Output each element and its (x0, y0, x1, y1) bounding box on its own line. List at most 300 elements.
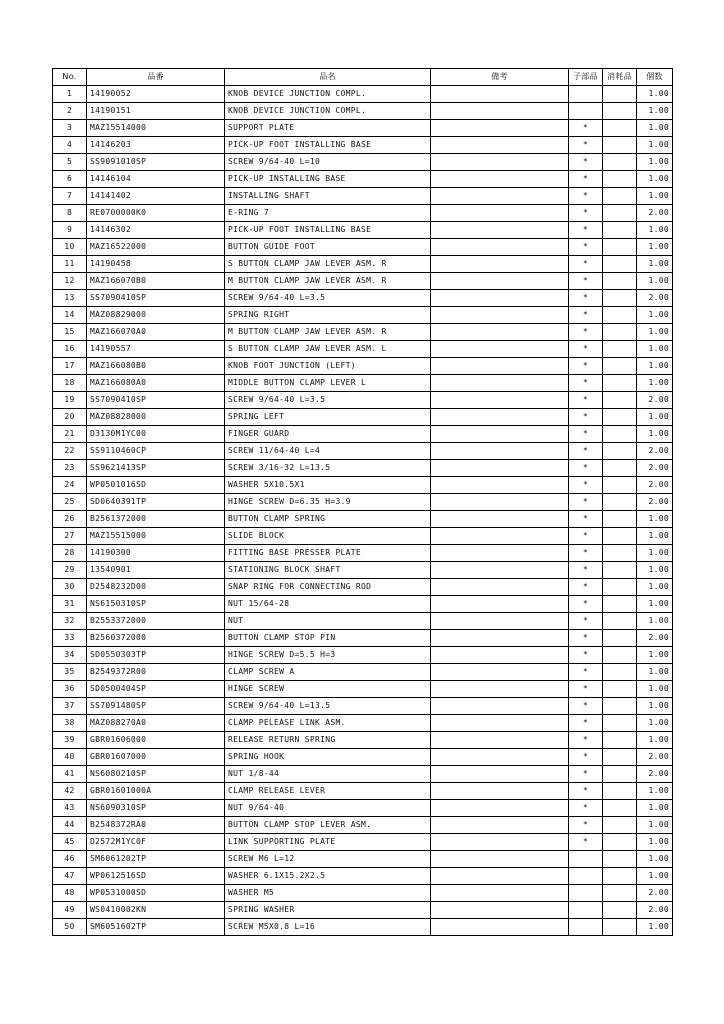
table-row (53, 409, 673, 426)
consumable-mark-cell (603, 749, 637, 766)
part-name-cell: SCREW M6 L=12 (225, 851, 431, 868)
consumable-mark-cell (603, 290, 637, 307)
quantity-cell: 1.00 (637, 409, 673, 426)
sub-part-mark-cell (569, 919, 603, 936)
remarks-cell (431, 647, 569, 664)
sub-part-mark-cell: * (569, 460, 603, 477)
consumable-mark-cell (603, 851, 637, 868)
header-row (53, 69, 673, 86)
part-number-cell: B2548372RA0 (87, 817, 225, 834)
consumable-mark-cell (603, 188, 637, 205)
quantity-cell: 1.00 (637, 698, 673, 715)
part-name-cell: WASHER 6.1X15.2X2.5 (225, 868, 431, 885)
part-number-cell: MAZ166070B0 (87, 273, 225, 290)
sub-part-mark-cell: * (569, 375, 603, 392)
part-name-cell: STATIONING BLOCK SHAFT (225, 562, 431, 579)
consumable-mark-cell (603, 511, 637, 528)
part-number-cell: MAZ166080B0 (87, 358, 225, 375)
header-quantity: 個数 (637, 69, 673, 86)
consumable-mark-cell (603, 307, 637, 324)
consumable-mark-cell (603, 698, 637, 715)
table-row (53, 494, 673, 511)
sub-part-mark-cell: * (569, 324, 603, 341)
remarks-cell (431, 443, 569, 460)
quantity-cell: 1.00 (637, 188, 673, 205)
part-name-cell: BUTTON CLAMP SPRING (225, 511, 431, 528)
part-name-cell: HINGE SCREW D=6.35 H=3.9 (225, 494, 431, 511)
remarks-cell (431, 103, 569, 120)
consumable-mark-cell (603, 324, 637, 341)
part-name-cell: SCREW M5X0.8 L=16 (225, 919, 431, 936)
part-name-cell: SUPPORT PLATE (225, 120, 431, 137)
row-no-cell: 39 (53, 732, 87, 749)
quantity-cell: 1.00 (637, 528, 673, 545)
part-name-cell: NUT 1/8-44 (225, 766, 431, 783)
remarks-cell (431, 154, 569, 171)
part-name-cell: M BUTTON CLAMP JAW LEVER ASM. R (225, 273, 431, 290)
row-no-cell: 18 (53, 375, 87, 392)
sub-part-mark-cell: * (569, 681, 603, 698)
consumable-mark-cell (603, 902, 637, 919)
part-number-cell: NS6080210SP (87, 766, 225, 783)
consumable-mark-cell (603, 443, 637, 460)
remarks-cell (431, 681, 569, 698)
sub-part-mark-cell: * (569, 120, 603, 137)
sub-part-mark-cell: * (569, 596, 603, 613)
part-number-cell: WP0612516SD (87, 868, 225, 885)
table-row (53, 630, 673, 647)
part-number-cell: SD0640391TP (87, 494, 225, 511)
part-number-cell: SD0550303TP (87, 647, 225, 664)
remarks-cell (431, 562, 569, 579)
remarks-cell (431, 545, 569, 562)
remarks-cell (431, 613, 569, 630)
part-number-cell: RE0700000K0 (87, 205, 225, 222)
part-name-cell: SLIDE BLOCK (225, 528, 431, 545)
part-number-cell: MAZ16522000 (87, 239, 225, 256)
sub-part-mark-cell: * (569, 171, 603, 188)
sub-part-mark-cell: * (569, 715, 603, 732)
row-no-cell: 33 (53, 630, 87, 647)
part-number-cell: SS7090410SP (87, 392, 225, 409)
consumable-mark-cell (603, 103, 637, 120)
table-row (53, 273, 673, 290)
table-row (53, 647, 673, 664)
consumable-mark-cell (603, 256, 637, 273)
quantity-cell: 1.00 (637, 86, 673, 103)
sub-part-mark-cell: * (569, 800, 603, 817)
sub-part-mark-cell: * (569, 817, 603, 834)
quantity-cell: 2.00 (637, 749, 673, 766)
part-number-cell: B2561372000 (87, 511, 225, 528)
remarks-cell (431, 664, 569, 681)
part-number-cell: MAZ15515000 (87, 528, 225, 545)
sub-part-mark-cell (569, 902, 603, 919)
consumable-mark-cell (603, 613, 637, 630)
part-number-cell: B2560372000 (87, 630, 225, 647)
row-no-cell: 16 (53, 341, 87, 358)
sub-part-mark-cell: * (569, 766, 603, 783)
part-number-cell: 14141402 (87, 188, 225, 205)
table-row (53, 358, 673, 375)
consumable-mark-cell (603, 460, 637, 477)
quantity-cell: 1.00 (637, 154, 673, 171)
part-name-cell: KNOB DEVICE JUNCTION COMPL. (225, 86, 431, 103)
row-no-cell: 48 (53, 885, 87, 902)
table-row (53, 681, 673, 698)
table-row (53, 834, 673, 851)
consumable-mark-cell (603, 171, 637, 188)
row-no-cell: 38 (53, 715, 87, 732)
consumable-mark-cell (603, 273, 637, 290)
part-number-cell: SS9621413SP (87, 460, 225, 477)
row-no-cell: 20 (53, 409, 87, 426)
part-name-cell: WASHER M5 (225, 885, 431, 902)
table-row (53, 851, 673, 868)
table-row (53, 885, 673, 902)
consumable-mark-cell (603, 817, 637, 834)
consumable-mark-cell (603, 630, 637, 647)
table-row (53, 749, 673, 766)
header-consumable: 消耗品 (603, 69, 637, 86)
sub-part-mark-cell: * (569, 426, 603, 443)
quantity-cell: 1.00 (637, 800, 673, 817)
table-row (53, 392, 673, 409)
part-name-cell: KNOB FOOT JUNCTION (LEFT) (225, 358, 431, 375)
quantity-cell: 2.00 (637, 902, 673, 919)
row-no-cell: 31 (53, 596, 87, 613)
consumable-mark-cell (603, 239, 637, 256)
row-no-cell: 35 (53, 664, 87, 681)
part-number-cell: MAZ088270A0 (87, 715, 225, 732)
row-no-cell: 45 (53, 834, 87, 851)
sub-part-mark-cell: * (569, 443, 603, 460)
table-row (53, 919, 673, 936)
sub-part-mark-cell: * (569, 613, 603, 630)
row-no-cell: 32 (53, 613, 87, 630)
consumable-mark-cell (603, 562, 637, 579)
consumable-mark-cell (603, 868, 637, 885)
part-name-cell: SPRING RIGHT (225, 307, 431, 324)
sub-part-mark-cell: * (569, 392, 603, 409)
table-row (53, 579, 673, 596)
part-name-cell: S BUTTON CLAMP JAW LEVER ASM. L (225, 341, 431, 358)
quantity-cell: 1.00 (637, 562, 673, 579)
quantity-cell: 1.00 (637, 239, 673, 256)
row-no-cell: 1 (53, 86, 87, 103)
remarks-cell (431, 851, 569, 868)
remarks-cell (431, 494, 569, 511)
quantity-cell: 2.00 (637, 494, 673, 511)
remarks-cell (431, 205, 569, 222)
table-row (53, 256, 673, 273)
sub-part-mark-cell: * (569, 307, 603, 324)
part-number-cell: SD0500404SP (87, 681, 225, 698)
part-name-cell: CLAMP SCREW A (225, 664, 431, 681)
consumable-mark-cell (603, 834, 637, 851)
quantity-cell: 1.00 (637, 715, 673, 732)
part-number-cell: SM6061202TP (87, 851, 225, 868)
consumable-mark-cell (603, 426, 637, 443)
sub-part-mark-cell: * (569, 732, 603, 749)
quantity-cell: 1.00 (637, 358, 673, 375)
part-number-cell: GBR01606000 (87, 732, 225, 749)
table-row (53, 137, 673, 154)
remarks-cell (431, 766, 569, 783)
part-name-cell: NUT 15/64-28 (225, 596, 431, 613)
parts-table-body (53, 86, 673, 936)
consumable-mark-cell (603, 681, 637, 698)
part-number-cell: 14190458 (87, 256, 225, 273)
consumable-mark-cell (603, 783, 637, 800)
row-no-cell: 19 (53, 392, 87, 409)
parts-list-page (52, 68, 672, 936)
remarks-cell (431, 290, 569, 307)
remarks-cell (431, 137, 569, 154)
remarks-cell (431, 919, 569, 936)
quantity-cell: 1.00 (637, 545, 673, 562)
remarks-cell (431, 834, 569, 851)
sub-part-mark-cell: * (569, 137, 603, 154)
header-sub-part: 子部品 (569, 69, 603, 86)
remarks-cell (431, 596, 569, 613)
sub-part-mark-cell (569, 868, 603, 885)
quantity-cell: 1.00 (637, 222, 673, 239)
consumable-mark-cell (603, 358, 637, 375)
consumable-mark-cell (603, 86, 637, 103)
part-name-cell: PICK-UP FOOT INSTALLING BASE (225, 222, 431, 239)
part-name-cell: SPRING HOOK (225, 749, 431, 766)
part-name-cell: SPRING LEFT (225, 409, 431, 426)
row-no-cell: 42 (53, 783, 87, 800)
remarks-cell (431, 256, 569, 273)
table-row (53, 120, 673, 137)
part-name-cell: HINGE SCREW (225, 681, 431, 698)
table-row (53, 817, 673, 834)
consumable-mark-cell (603, 375, 637, 392)
part-name-cell: HINGE SCREW D=5.5 H=3 (225, 647, 431, 664)
quantity-cell: 1.00 (637, 511, 673, 528)
remarks-cell (431, 120, 569, 137)
quantity-cell: 1.00 (637, 732, 673, 749)
consumable-mark-cell (603, 579, 637, 596)
quantity-cell: 1.00 (637, 664, 673, 681)
row-no-cell: 5 (53, 154, 87, 171)
table-row (53, 171, 673, 188)
sub-part-mark-cell: * (569, 273, 603, 290)
quantity-cell: 1.00 (637, 426, 673, 443)
sub-part-mark-cell: * (569, 256, 603, 273)
part-number-cell: 14190300 (87, 545, 225, 562)
quantity-cell: 1.00 (637, 596, 673, 613)
row-no-cell: 44 (53, 817, 87, 834)
part-number-cell: 13540901 (87, 562, 225, 579)
consumable-mark-cell (603, 154, 637, 171)
row-no-cell: 11 (53, 256, 87, 273)
remarks-cell (431, 324, 569, 341)
remarks-cell (431, 698, 569, 715)
quantity-cell: 2.00 (637, 766, 673, 783)
remarks-cell (431, 783, 569, 800)
consumable-mark-cell (603, 647, 637, 664)
part-name-cell: RELEASE RETURN SPRING (225, 732, 431, 749)
part-number-cell: 14190052 (87, 86, 225, 103)
row-no-cell: 9 (53, 222, 87, 239)
consumable-mark-cell (603, 715, 637, 732)
part-name-cell: INSTALLING SHAFT (225, 188, 431, 205)
remarks-cell (431, 800, 569, 817)
remarks-cell (431, 426, 569, 443)
row-no-cell: 40 (53, 749, 87, 766)
quantity-cell: 1.00 (637, 851, 673, 868)
row-no-cell: 30 (53, 579, 87, 596)
quantity-cell: 2.00 (637, 205, 673, 222)
row-no-cell: 6 (53, 171, 87, 188)
remarks-cell (431, 307, 569, 324)
remarks-cell (431, 358, 569, 375)
part-number-cell: 14146203 (87, 137, 225, 154)
part-number-cell: MAZ15514000 (87, 120, 225, 137)
sub-part-mark-cell: * (569, 205, 603, 222)
sub-part-mark-cell: * (569, 698, 603, 715)
part-number-cell: 14146302 (87, 222, 225, 239)
row-no-cell: 15 (53, 324, 87, 341)
table-row (53, 307, 673, 324)
table-row (53, 783, 673, 800)
row-no-cell: 34 (53, 647, 87, 664)
row-no-cell: 28 (53, 545, 87, 562)
quantity-cell: 2.00 (637, 443, 673, 460)
consumable-mark-cell (603, 477, 637, 494)
part-number-cell: SS9091010SP (87, 154, 225, 171)
part-name-cell: M BUTTON CLAMP JAW LEVER ASM. R (225, 324, 431, 341)
part-number-cell: MAZ08829000 (87, 307, 225, 324)
sub-part-mark-cell: * (569, 477, 603, 494)
parts-table (52, 68, 673, 936)
consumable-mark-cell (603, 766, 637, 783)
sub-part-mark-cell (569, 885, 603, 902)
remarks-cell (431, 409, 569, 426)
consumable-mark-cell (603, 545, 637, 562)
row-no-cell: 10 (53, 239, 87, 256)
row-no-cell: 36 (53, 681, 87, 698)
sub-part-mark-cell: * (569, 188, 603, 205)
part-name-cell: FITTING BASE PRESSER PLATE (225, 545, 431, 562)
sub-part-mark-cell: * (569, 239, 603, 256)
row-no-cell: 17 (53, 358, 87, 375)
row-no-cell: 26 (53, 511, 87, 528)
consumable-mark-cell (603, 732, 637, 749)
quantity-cell: 1.00 (637, 273, 673, 290)
remarks-cell (431, 86, 569, 103)
quantity-cell: 1.00 (637, 868, 673, 885)
part-number-cell: SS7091480SP (87, 698, 225, 715)
table-row (53, 205, 673, 222)
remarks-cell (431, 868, 569, 885)
part-name-cell: MIDDLE BUTTON CLAMP LEVER L (225, 375, 431, 392)
table-row (53, 188, 673, 205)
remarks-cell (431, 885, 569, 902)
sub-part-mark-cell: * (569, 341, 603, 358)
row-no-cell: 43 (53, 800, 87, 817)
part-number-cell: MAZ08828000 (87, 409, 225, 426)
table-row (53, 86, 673, 103)
quantity-cell: 1.00 (637, 341, 673, 358)
consumable-mark-cell (603, 409, 637, 426)
quantity-cell: 1.00 (637, 817, 673, 834)
part-name-cell: CLAMP RELEASE LEVER (225, 783, 431, 800)
remarks-cell (431, 715, 569, 732)
remarks-cell (431, 222, 569, 239)
row-no-cell: 14 (53, 307, 87, 324)
consumable-mark-cell (603, 392, 637, 409)
quantity-cell: 2.00 (637, 392, 673, 409)
part-name-cell: SCREW 3/16-32 L=13.5 (225, 460, 431, 477)
quantity-cell: 1.00 (637, 613, 673, 630)
quantity-cell: 2.00 (637, 477, 673, 494)
part-name-cell: SCREW 9/64-40 L=10 (225, 154, 431, 171)
part-name-cell: CLAMP PELEASE LINK ASM. (225, 715, 431, 732)
table-row (53, 868, 673, 885)
sub-part-mark-cell: * (569, 358, 603, 375)
table-row (53, 103, 673, 120)
sub-part-mark-cell (569, 103, 603, 120)
row-no-cell: 13 (53, 290, 87, 307)
part-number-cell: D2548232D00 (87, 579, 225, 596)
table-row (53, 596, 673, 613)
header-part-number: 品番 (87, 69, 225, 86)
table-row (53, 902, 673, 919)
table-row (53, 800, 673, 817)
sub-part-mark-cell: * (569, 562, 603, 579)
quantity-cell: 1.00 (637, 375, 673, 392)
part-name-cell: PICK-UP FOOT INSTALLING BASE (225, 137, 431, 154)
part-name-cell: E-RING 7 (225, 205, 431, 222)
table-row (53, 545, 673, 562)
part-name-cell: SPRING WASHER (225, 902, 431, 919)
part-name-cell: LINK SUPPORTING PLATE (225, 834, 431, 851)
header-part-name: 品名 (225, 69, 431, 86)
part-name-cell: NUT 9/64-40 (225, 800, 431, 817)
quantity-cell: 1.00 (637, 103, 673, 120)
part-name-cell: SCREW 9/64-40 L=3.5 (225, 290, 431, 307)
consumable-mark-cell (603, 494, 637, 511)
header-remarks: 備考 (431, 69, 569, 86)
table-row (53, 511, 673, 528)
part-number-cell: NS6150310SP (87, 596, 225, 613)
consumable-mark-cell (603, 120, 637, 137)
sub-part-mark-cell: * (569, 579, 603, 596)
part-number-cell: SM6051602TP (87, 919, 225, 936)
sub-part-mark-cell: * (569, 222, 603, 239)
remarks-cell (431, 630, 569, 647)
row-no-cell: 49 (53, 902, 87, 919)
row-no-cell: 23 (53, 460, 87, 477)
table-row (53, 528, 673, 545)
part-number-cell: D2572M1YC0F (87, 834, 225, 851)
remarks-cell (431, 511, 569, 528)
row-no-cell: 29 (53, 562, 87, 579)
sub-part-mark-cell: * (569, 545, 603, 562)
sub-part-mark-cell: * (569, 630, 603, 647)
consumable-mark-cell (603, 205, 637, 222)
part-number-cell: 14190557 (87, 341, 225, 358)
table-row (53, 477, 673, 494)
sub-part-mark-cell (569, 86, 603, 103)
table-row (53, 341, 673, 358)
consumable-mark-cell (603, 341, 637, 358)
part-number-cell: NS6090310SP (87, 800, 225, 817)
